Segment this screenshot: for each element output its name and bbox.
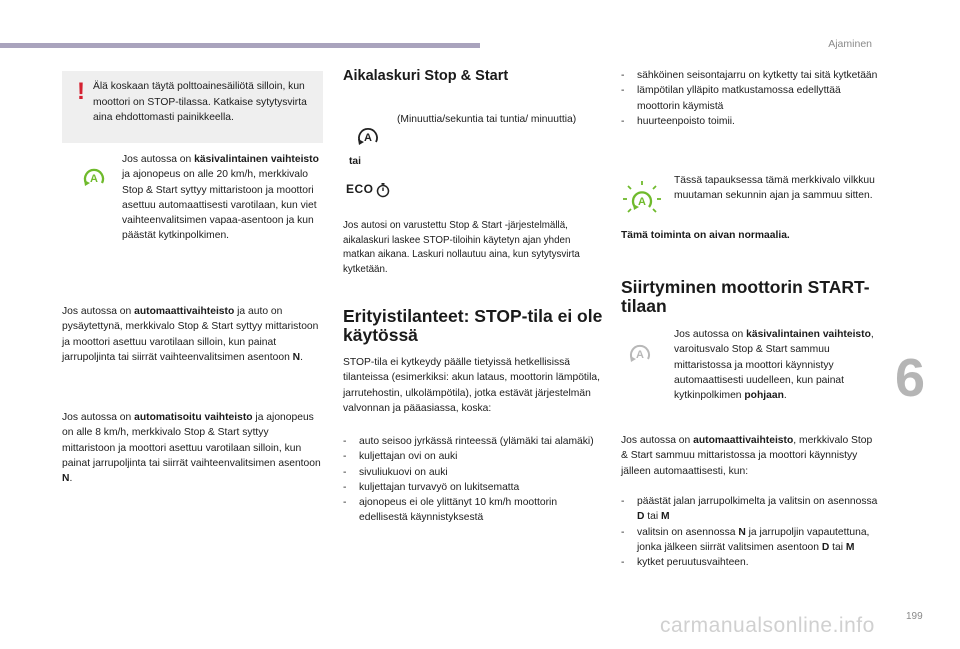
svg-text:A: A	[90, 173, 98, 185]
start-list	[621, 494, 883, 570]
stop-start-blinking-icon	[622, 180, 662, 218]
eco-label: ECO	[346, 182, 374, 197]
svg-text:A: A	[636, 349, 644, 361]
watermark: carmanualsonline.info	[660, 614, 875, 637]
list-item: - päästät jalan jarrupolkimelta ja valitsin on asennossa D tai M	[621, 494, 883, 525]
list-item: - sähköinen seisontajarru on kytketty tai sitä kytketään	[621, 68, 879, 83]
page-number: 199	[906, 611, 923, 622]
special-list	[343, 434, 603, 526]
warning-text: Älä koskaan täytä polttoainesäiliötä silloin, kun moottori on STOP-tilassa. Katkaise sytytysvirta aina ehdottomasti painikkeella.	[93, 81, 307, 123]
normal-note: Tämä toiminta on aivan normaalia.	[621, 230, 790, 241]
chapter-number: 6	[895, 348, 926, 408]
list-item: - sivuliukuovi on auki	[343, 465, 603, 480]
manual-gearbox-text: Jos autossa on käsivalintainen vaihteisto ja ajonopeus on alle 20 km/h, merkkivalo Stop & Start syttyy mittaristoon ja moottori asettuu automaattisesti varotilaan, kun viet vaihteenvalitsimen vapaa-asentoon ja kun päästät kytkinpolkimen.	[122, 154, 319, 242]
automated-gearbox-text: Jos autossa on automatisoitu vaihteisto ja ajonopeus on alle 8 km/h, merkkivalo Stop & Start syttyy mittaristoon ja moottori asettuu varotilaan silloin, kun painat jarrupoljinta tai siirrät vaihteenvalitsimen asentoon N.	[62, 412, 321, 485]
timer-heading: Aikalaskuri Stop & Start	[343, 68, 509, 84]
timer-unit-text: (Minuuttia/sekuntia tai tuntia/ minuuttia)	[397, 114, 577, 125]
list-item: - lämpötilan ylläpito matkustamossa edellyttää moottorin käymistä	[621, 83, 879, 114]
stopwatch-icon	[375, 182, 391, 198]
stop-start-timer-icon	[356, 124, 380, 148]
or-label: tai	[349, 156, 362, 167]
warning-exclamation-icon: !	[77, 78, 85, 105]
list-item: - auto seisoo jyrkässä rinteessä (ylämäki tai alamäki)	[343, 434, 603, 449]
section-title: Ajaminen	[828, 38, 872, 50]
stop-start-grey-icon	[628, 342, 652, 364]
special-text: STOP-tila ei kytkeydy päälle tietyissä hetkellisissä tilanteissa (esimerkiksi: akun lataus, moottorin lämpötila, jarrutehostin, ulkolämpötila), jotka estävät järjestelmän valvonnan ja pääasiassa, koska:	[343, 357, 600, 414]
stop-start-green-icon	[82, 166, 106, 188]
list-item: - kytket peruutusvaihteen.	[621, 555, 883, 570]
start-auto-text: Jos autossa on automaattivaihteisto, merkkivalo Stop & Start sammuu mittaristossa ja moottori käynnistyy jälleen automaattisesti, kun:	[621, 435, 873, 477]
svg-text:A: A	[638, 196, 646, 208]
list-item: - ajonopeus ei ole ylittänyt 10 km/h moottorin edellisestä käynnistyksestä	[343, 495, 603, 526]
start-heading: Siirtyminen moottorin START-tilaan	[621, 277, 870, 316]
list-item: - kuljettajan turvavyö on lukitsematta	[343, 480, 603, 495]
blink-text: Tässä tapauksessa tämä merkkivalo vilkkuu muutaman sekunnin ajan ja sammuu sitten.	[674, 175, 875, 202]
eco-icon	[346, 181, 391, 199]
special-heading: Erityistilanteet: STOP-tila ei ole käytössä	[343, 306, 603, 345]
start-manual-text: Jos autossa on käsivalintainen vaihteisto, varoitusvalo Stop & Start sammuu mittaristossa ja moottori käynnistyy automaattisesti uudelleen, kun painat kytkinpolkimen pohjaan.	[674, 329, 874, 402]
svg-text:A: A	[364, 132, 372, 144]
list-item: - kuljettajan ovi on auki	[343, 449, 603, 464]
auto-gearbox-text: Jos autossa on automaattivaihteisto ja auto on pysäytettynä, merkkivalo Stop & Start syttyy mittaristoon ja moottori asettuu varotilaan silloin, kun painat jarrupoljinta tai siirrät vaihteenvalitsimen asentoon N.	[62, 306, 319, 363]
list-item: - valitsin on asennossa N ja jarrupoljin vapautettuna, jonka jälkeen siirrät valitsimen asentoon D tai M	[621, 525, 883, 556]
header-accent-bar	[0, 43, 480, 48]
timer-note: Jos autosi on varustettu Stop & Start -järjestelmällä, aikalaskuri laskee STOP-tiloihin käytetyn ajan yhden matkan aikana. Laskuri nollautuu aina, kun sytytysvirta kytketään.	[343, 220, 580, 275]
continued-list	[621, 68, 879, 129]
list-item: - huurteenpoisto toimii.	[621, 114, 879, 129]
